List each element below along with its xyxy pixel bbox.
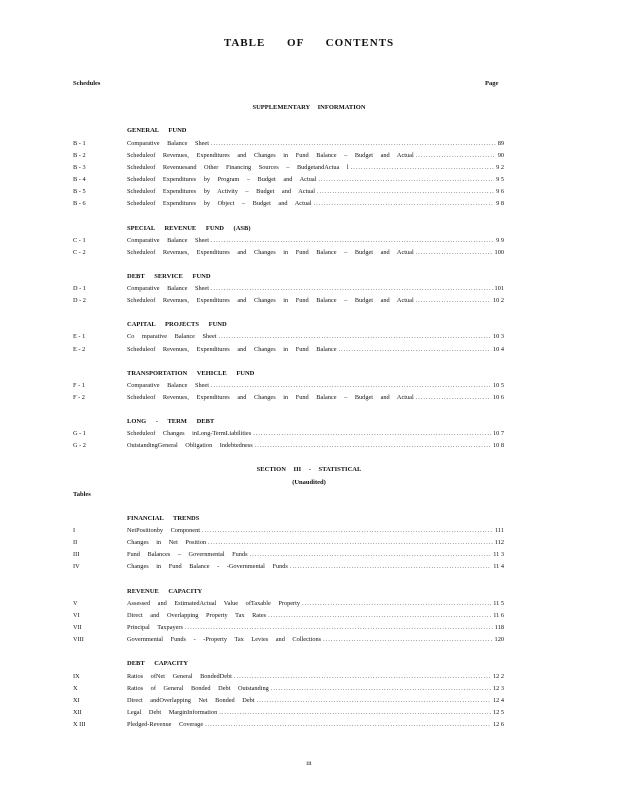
entry-page: 118 [494,624,504,631]
toc-entry[interactable] [127,237,504,246]
dot-leader [234,673,491,680]
dot-leader [211,140,496,147]
entry-title: Changes in Fund Balance - -Governmental Funds [127,563,288,570]
dot-leader [302,600,491,607]
schedule-code: G - 1 [73,430,86,437]
schedule-code: B - 4 [73,176,86,183]
entry-page: 11 6 [493,612,504,619]
toc-entry[interactable] [127,382,504,391]
entry-title: Ratios ofNet General BondedDebt [127,673,232,680]
schedule-code: D - 2 [73,297,86,304]
table-code: IV [73,563,80,570]
entry-page: 11 5 [493,600,504,607]
table-code: IX [73,673,80,680]
entry-title: Scheduleof Expenditures by Activity – Budget and Actual [127,188,316,195]
group-heading: REVENUE CAPACITY [127,588,203,595]
toc-entry[interactable] [127,527,504,536]
unaudited-subtitle: (Unaudited) [292,479,326,486]
entry-title: Fund Balances – Governmental Funds [127,551,248,558]
schedule-code: F - 2 [73,394,85,401]
entry-page: 101 [494,285,504,292]
dot-leader [416,394,491,401]
schedule-code: B - 3 [73,164,86,171]
entry-page: 10 3 [492,333,504,340]
entry-page: 12 5 [492,709,504,716]
toc-entry[interactable] [127,249,504,258]
group-heading: DEBT SERVICE FUND [127,273,211,280]
supplementary-heading: SUPPLEMENTARY INFORMATION [252,104,366,111]
dot-leader [250,551,492,558]
schedule-code: B - 6 [73,200,86,207]
toc-entry[interactable] [127,563,504,572]
entry-title: OutstandingGeneral Obligation Indebtedness [127,442,253,449]
toc-entry[interactable] [127,709,504,718]
entry-page: 10 6 [492,394,504,401]
schedule-code: C - 1 [73,237,86,244]
entry-title: Pledged-Revenue Coverage [127,721,204,728]
toc-entry[interactable] [127,164,504,173]
entry-page: 111 [495,527,504,534]
entry-page: 11 4 [493,563,504,570]
dot-leader [323,636,492,643]
entry-title: Scheduleof Expenditures by Program – Budget and Actual [127,176,317,183]
table-code: II [73,539,78,546]
table-code: XI [73,697,80,704]
schedule-code: E - 2 [73,346,86,353]
dot-leader [271,685,491,692]
schedule-code: B - 5 [73,188,86,195]
schedule-code: B - 2 [73,152,86,159]
entry-page: 10 4 [492,346,504,353]
entry-page: 9 9 [496,237,504,244]
group-heading: TRANSPORTATION VEHICLE FUND [127,370,255,377]
entry-page: 10 7 [492,430,504,437]
entry-title: Scheduleof Revenuesand Other Financing Sources – BudgetandActua l [127,164,349,171]
group-heading: FINANCIAL TRENDS [127,515,200,522]
entry-page: 12 4 [492,697,504,704]
entry-page: 10 8 [492,442,504,449]
entry-title: Changes in Net Position [127,539,207,546]
schedule-code: D - 1 [73,285,86,292]
entry-page: 89 [497,140,504,147]
entry-page: 9 8 [496,200,504,207]
table-code: VI [73,612,80,619]
toc-entry[interactable] [127,297,504,306]
toc-entry[interactable] [127,200,504,209]
dot-leader [211,382,491,389]
toc-entry[interactable] [127,539,504,548]
entry-page: 120 [494,636,504,643]
table-code: X [73,685,78,692]
dot-leader [211,285,493,292]
entry-title: Assessed and EstimatedActual Value ofTaxable Property [127,600,301,607]
dot-leader [416,152,496,159]
table-code: III [73,551,80,558]
toc-entry[interactable] [127,188,504,197]
entry-page: 90 [497,152,504,159]
dot-leader [219,709,491,716]
toc-entry[interactable] [127,612,504,621]
group-heading: LONG - TERM DEBT [127,418,215,425]
entry-title: Scheduleof Revenues, Expenditures and Changes in Fund Balance – Budget and Actual [127,152,414,159]
entry-page: 10 5 [492,382,504,389]
table-code: VIII [73,636,84,643]
entry-title: Scheduleof Revenues, Expenditures and Changes in Fund Balance – Budget and Actual [127,297,414,304]
schedule-code: E - 1 [73,333,86,340]
schedule-code: G - 2 [73,442,86,449]
dot-leader [416,297,491,304]
toc-entry[interactable] [127,140,504,149]
entry-title: Governmental Funds - -Property Tax Levies and Collections [127,636,322,643]
entry-page: 12 6 [492,721,504,728]
group-heading: GENERAL FUND [127,127,187,134]
toc-entry[interactable] [127,152,504,161]
toc-entry[interactable] [127,346,504,355]
entry-page: 9 6 [496,188,504,195]
entry-title: NetPositionby Component [127,527,200,534]
page-column-heading: Page [485,80,499,87]
dot-leader [205,721,491,728]
dot-leader [202,527,493,534]
statistical-heading: SECTION III - STATISTICAL [256,466,362,473]
dot-leader [253,430,491,437]
entry-page: 100 [494,249,504,256]
dot-leader [339,346,491,353]
toc-entry[interactable] [127,285,504,294]
schedules-heading: Schedules [73,80,101,87]
dot-leader [317,188,494,195]
page-number: iii [306,760,312,767]
toc-entry[interactable] [127,685,504,694]
dot-leader [416,249,493,256]
schedule-code: F - 1 [73,382,85,389]
entry-title: Comparative Balance Sheet [127,382,209,389]
toc-entry[interactable] [127,697,504,706]
dot-leader [318,176,494,183]
dot-leader [314,200,495,207]
entry-title: Co mparative Balance Sheet [127,333,217,340]
entry-title: Ratios of General Bonded Debt Outstanding [127,685,269,692]
dot-leader [268,612,491,619]
entry-page: 10 2 [492,297,504,304]
tables-heading: Tables [73,491,91,498]
dot-leader [211,237,494,244]
toc-entry[interactable] [127,394,504,403]
dot-leader [257,697,491,704]
toc-entry[interactable] [127,721,504,730]
entry-title: Comparative Balance Sheet [127,237,209,244]
group-heading: CAPITAL PROJECTS FUND [127,321,227,328]
entry-title: Scheduleof Revenues, Expenditures and Changes in Fund Balance [127,346,337,353]
schedule-code: C - 2 [73,249,86,256]
entry-page: 12 3 [492,685,504,692]
toc-entry[interactable] [127,333,504,342]
table-code: I [73,527,76,534]
entry-title: Comparative Balance Sheet [127,140,209,147]
toc-entry[interactable] [127,551,504,560]
toc-entry[interactable] [127,673,504,682]
table-code: X III [73,721,86,728]
table-code: XII [73,709,82,716]
entry-page: 11 3 [493,551,504,558]
dot-leader [290,563,491,570]
dot-leader [255,442,491,449]
dot-leader [185,624,493,631]
entry-title: Legal Debt MarginInformation [127,709,218,716]
entry-title: Principal Taxpayers [127,624,183,631]
entry-title: Direct and Overlapping Property Tax Rates [127,612,267,619]
toc-entry[interactable] [127,600,504,609]
group-heading: DEBT CAPACITY [127,660,189,667]
toc-entry[interactable] [127,430,504,439]
entry-title: Scheduleof Expenditures by Object – Budget and Actual [127,200,312,207]
entry-title: Scheduleof Revenues, Expenditures and Changes in Fund Balance – Budget and Actual [127,249,414,256]
entry-title: Direct andOverlapping Net Bonded Debt [127,697,255,704]
dot-leader [219,333,491,340]
dot-leader [351,164,495,171]
entry-page: 9 5 [496,176,504,183]
table-code: V [73,600,78,607]
entry-page: 9 2 [496,164,504,171]
group-heading: SPECIAL REVENUE FUND (ASB) [127,225,251,232]
entry-title: Scheduleof Revenues, Expenditures and Changes in Fund Balance – Budget and Actual [127,394,414,401]
page-title: TABLE OF CONTENTS [223,37,395,49]
table-code: VII [73,624,82,631]
toc-entry[interactable] [127,442,504,451]
entry-page: 112 [494,539,504,546]
entry-title: Scheduleof Changes inLong-TermLiabilities [127,430,252,437]
entry-title: Comparative Balance Sheet [127,285,209,292]
toc-entry[interactable] [127,636,504,645]
schedule-code: B - 1 [73,140,86,147]
dot-leader [208,539,493,546]
entry-page: 12 2 [492,673,504,680]
toc-entry[interactable] [127,624,504,633]
toc-entry[interactable] [127,176,504,185]
